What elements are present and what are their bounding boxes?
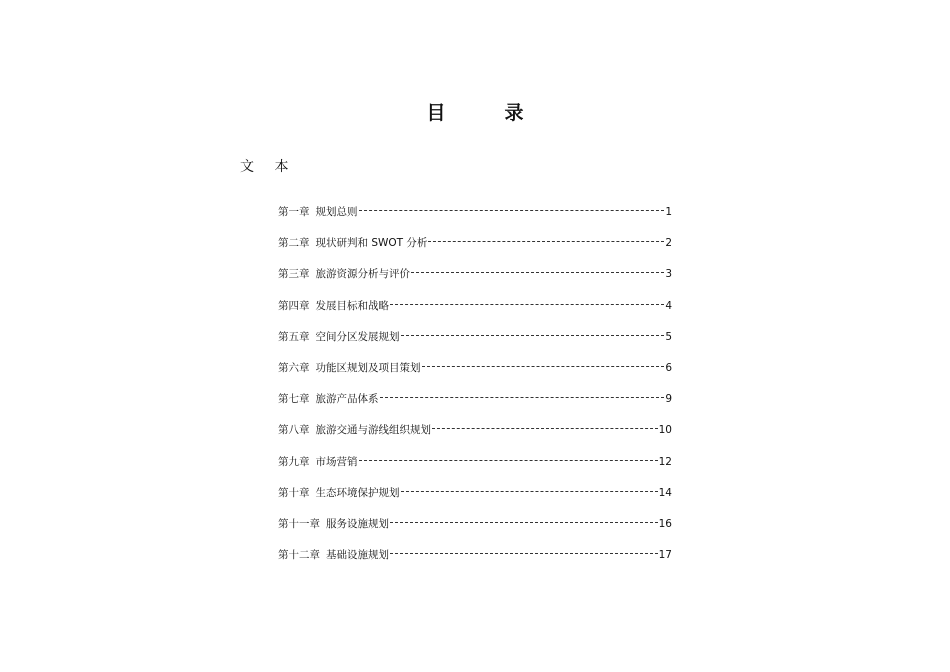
toc-leader-line xyxy=(390,515,658,527)
toc-leader-line xyxy=(428,234,664,246)
toc-chapter-number: 第七章 xyxy=(278,393,310,406)
toc-page-number: 9 xyxy=(665,393,672,406)
toc-chapter-number: 第五章 xyxy=(278,330,310,343)
toc-chapter-title: 旅游交通与游线组织规划 xyxy=(315,424,431,437)
toc-chapter-title: 基础设施规划 xyxy=(326,549,389,562)
toc-chapter-number: 第八章 xyxy=(278,424,310,437)
toc-page-number: 4 xyxy=(665,299,672,312)
toc-leader-line xyxy=(359,453,658,465)
toc-leader-line xyxy=(390,297,664,309)
toc-entry[interactable] xyxy=(278,203,672,234)
toc-chapter-number: 第四章 xyxy=(278,299,310,312)
toc-leader-line xyxy=(359,203,665,215)
toc-leader-line xyxy=(401,328,665,340)
toc-chapter-title: 旅游资源分析与评价 xyxy=(315,268,410,281)
toc-entry[interactable] xyxy=(278,484,672,515)
toc-chapter-title: 市场营销 xyxy=(315,455,358,468)
page-title: 目 录 xyxy=(426,102,544,124)
toc-chapter-title: 服务设施规划 xyxy=(326,517,389,530)
toc-page-number: 2 xyxy=(665,237,672,250)
toc-chapter-number: 第十一章 xyxy=(278,517,320,530)
table-of-contents xyxy=(278,203,672,577)
toc-leader-line xyxy=(422,359,665,371)
toc-leader-line xyxy=(380,390,665,402)
toc-page-number: 12 xyxy=(658,455,672,468)
toc-chapter-number: 第六章 xyxy=(278,361,310,374)
toc-leader-line xyxy=(432,421,658,433)
toc-leader-line xyxy=(411,265,664,277)
toc-entry[interactable] xyxy=(278,359,672,390)
toc-page-number: 3 xyxy=(665,268,672,281)
toc-chapter-number: 第九章 xyxy=(278,455,310,468)
toc-chapter-title: 旅游产品体系 xyxy=(315,393,379,406)
toc-entry[interactable] xyxy=(278,515,672,546)
toc-entry[interactable] xyxy=(278,265,672,296)
toc-chapter-number: 第十章 xyxy=(278,486,310,499)
toc-entry[interactable] xyxy=(278,453,672,484)
toc-entry[interactable] xyxy=(278,546,672,577)
toc-chapter-title: 发展目标和战略 xyxy=(315,299,389,312)
toc-chapter-title: 规划总则 xyxy=(315,206,358,218)
toc-chapter-number: 第一章 xyxy=(278,206,310,218)
toc-chapter-title: 空间分区发展规划 xyxy=(315,330,400,343)
toc-chapter-title: 生态环境保护规划 xyxy=(315,486,400,499)
toc-leader-line xyxy=(390,546,658,558)
toc-page-number: 16 xyxy=(658,517,672,530)
toc-page-number: 17 xyxy=(658,549,672,562)
toc-chapter-title: 功能区规划及项目策划 xyxy=(315,361,421,374)
toc-chapter-title: 现状研判和 SWOT 分析 xyxy=(315,237,428,250)
toc-page-number: 1 xyxy=(665,206,672,218)
toc-entry[interactable] xyxy=(278,390,672,421)
toc-entry[interactable] xyxy=(278,234,672,265)
toc-chapter-number: 第三章 xyxy=(278,268,310,281)
section-heading: 文 本 xyxy=(240,159,297,175)
toc-page-number: 10 xyxy=(658,424,672,437)
toc-page-number: 14 xyxy=(658,486,672,499)
toc-entry[interactable] xyxy=(278,328,672,359)
toc-entry[interactable] xyxy=(278,297,672,328)
toc-leader-line xyxy=(401,484,658,496)
toc-chapter-number: 第二章 xyxy=(278,237,310,250)
toc-page-number: 5 xyxy=(665,330,672,343)
toc-page-number: 6 xyxy=(665,361,672,374)
toc-entry[interactable] xyxy=(278,421,672,452)
toc-chapter-number: 第十二章 xyxy=(278,549,320,562)
